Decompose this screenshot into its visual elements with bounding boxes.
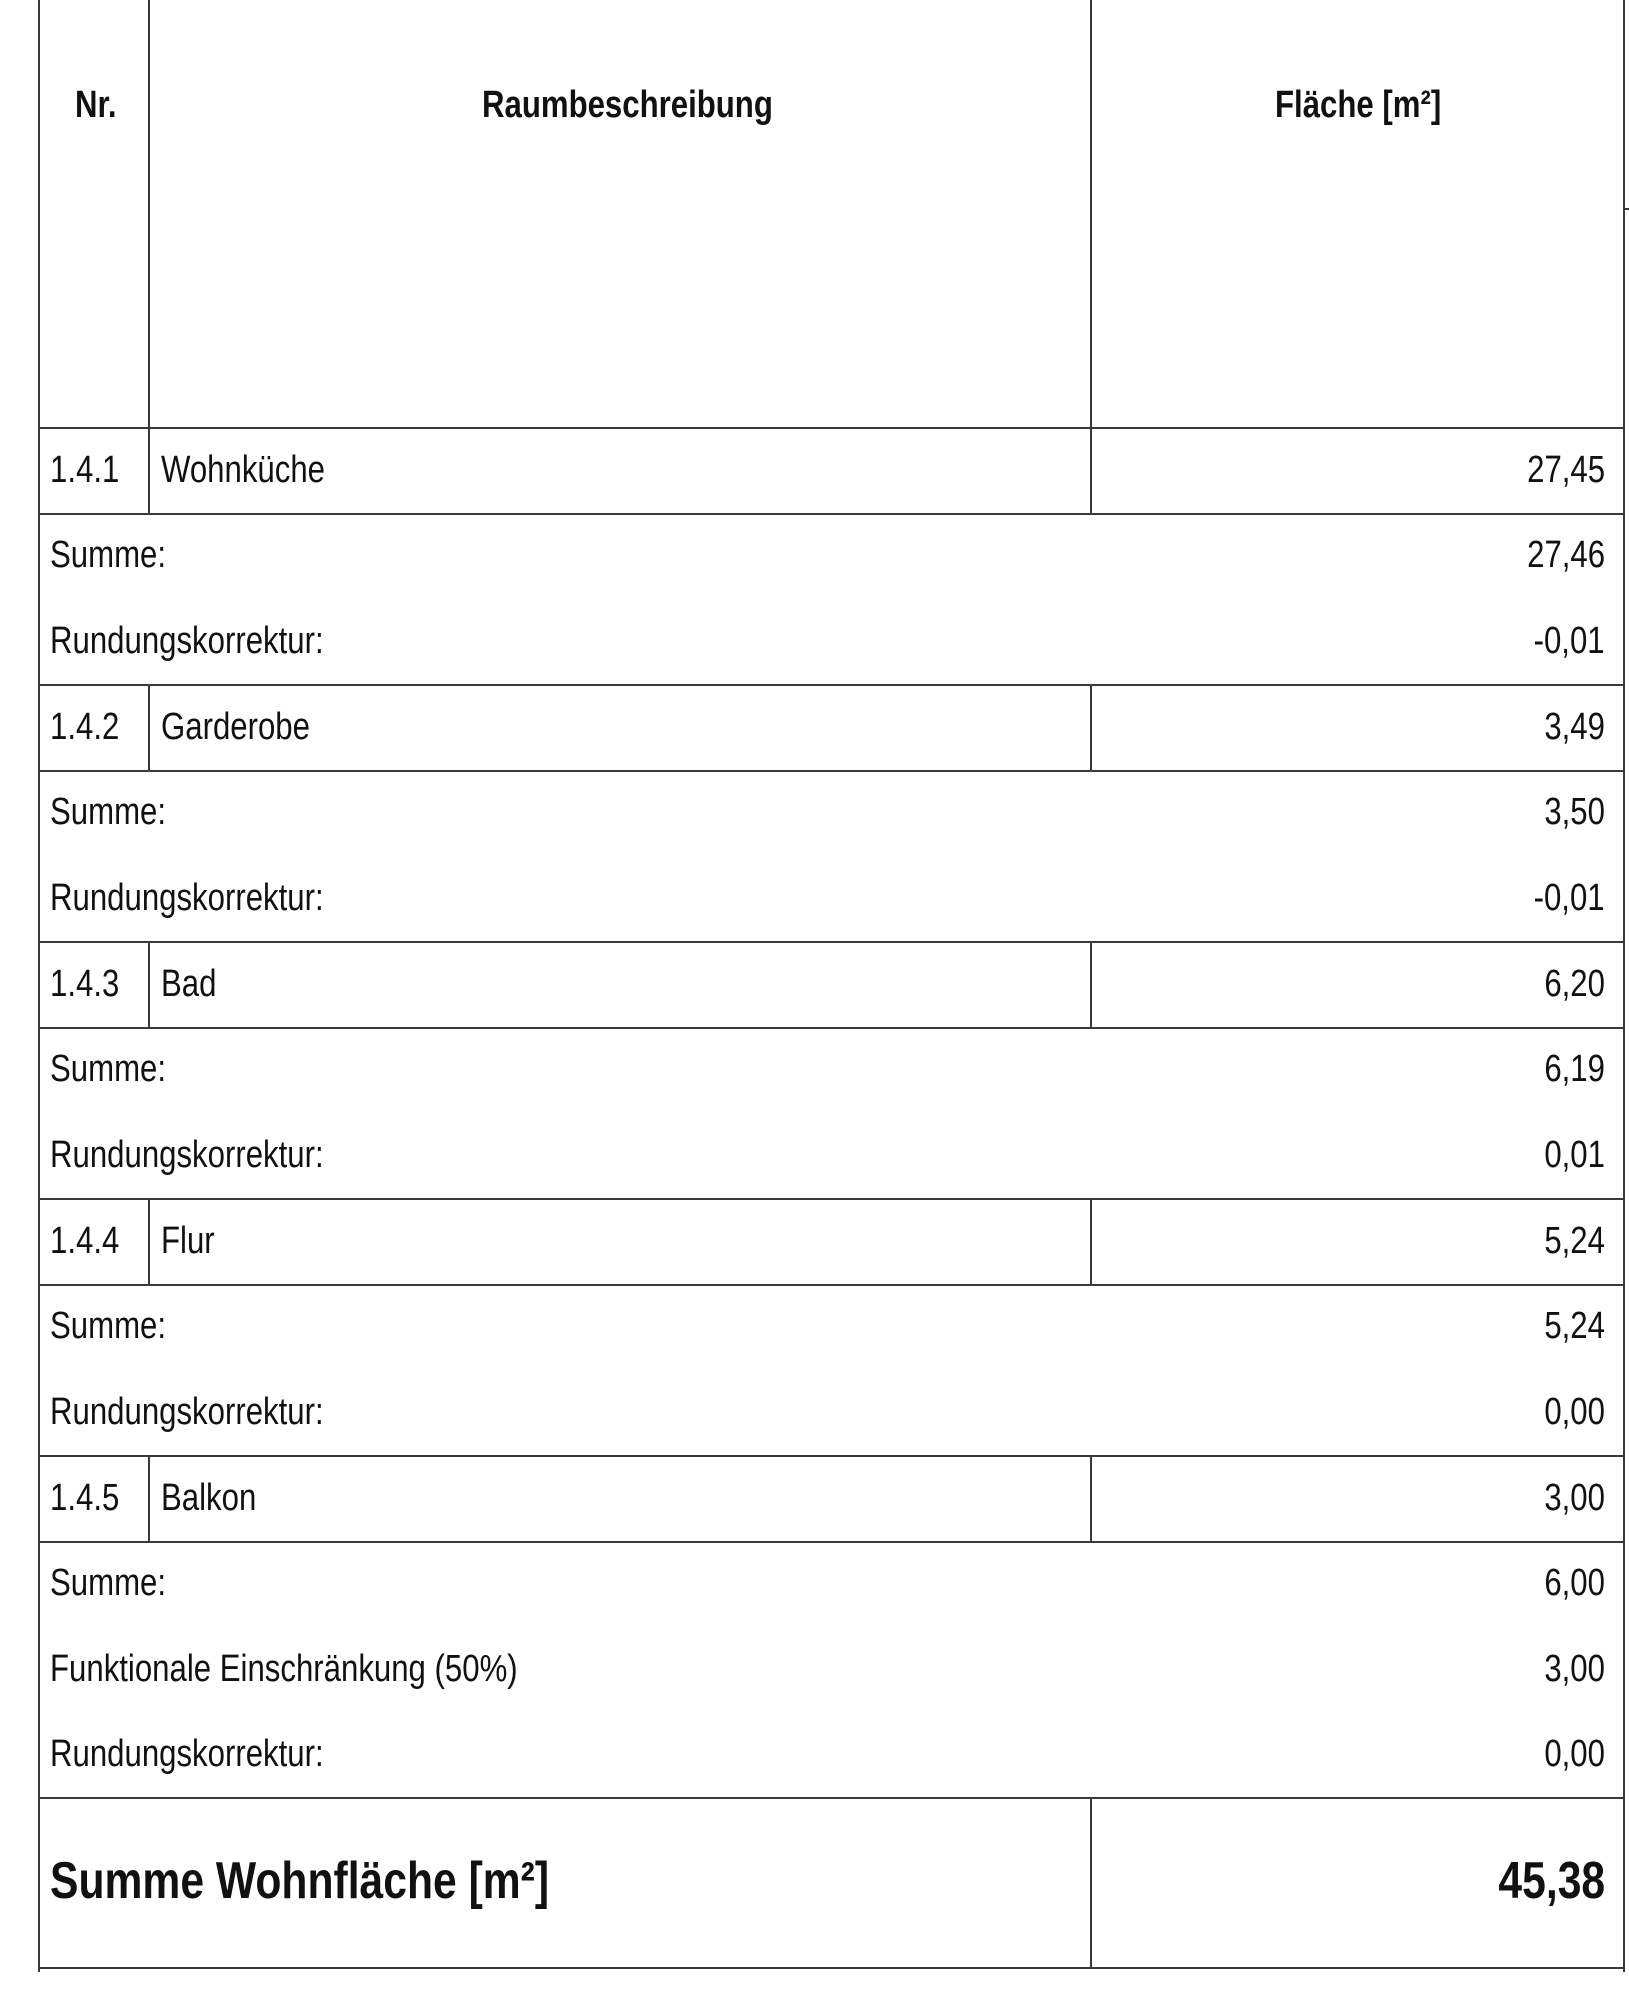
detail-label: Rundungskorrektur:: [50, 1133, 324, 1176]
col-divider-area: [1090, 1198, 1092, 1284]
room-name: Wohnküche: [161, 448, 325, 491]
row-divider: [38, 1284, 1625, 1286]
detail-value: 5,24: [1544, 1305, 1605, 1348]
detail-label: Summe:: [50, 1048, 167, 1091]
room-nr: 1.4.1: [50, 448, 120, 491]
detail-value: 0,00: [1544, 1733, 1605, 1776]
detail-value: 3,50: [1544, 791, 1605, 834]
row-divider: [38, 1198, 1625, 1200]
col-divider-area: [1090, 427, 1092, 513]
col-divider-area: [1090, 941, 1092, 1027]
room-name: Balkon: [161, 1476, 257, 1519]
detail-value: -0,01: [1533, 876, 1605, 919]
room-name: Garderobe: [161, 705, 310, 748]
room-area: 6,20: [1544, 962, 1605, 1005]
detail-label: Rundungskorrektur:: [50, 876, 324, 919]
table-border-right: [1623, 0, 1625, 1972]
col-divider-area: [1090, 684, 1092, 770]
room-nr: 1.4.5: [50, 1476, 120, 1519]
col-divider-area: [1090, 1455, 1092, 1541]
detail-label: Summe:: [50, 1562, 167, 1605]
row-divider: [38, 1797, 1625, 1799]
detail-label: Rundungskorrektur:: [50, 1733, 324, 1776]
detail-value: 6,19: [1544, 1048, 1605, 1091]
room-area: 5,24: [1544, 1219, 1605, 1262]
room-name: Flur: [161, 1219, 215, 1262]
row-divider: [38, 1541, 1625, 1543]
room-nr: 1.4.2: [50, 705, 120, 748]
detail-value: 6,00: [1544, 1562, 1605, 1605]
detail-label: Summe:: [50, 534, 167, 577]
header-description: Raumbeschreibung: [482, 84, 773, 126]
detail-label: Summe:: [50, 1305, 167, 1348]
row-divider: [38, 941, 1625, 943]
detail-value: 0,01: [1544, 1133, 1605, 1176]
room-name: Bad: [161, 962, 217, 1005]
row-divider: [38, 427, 1625, 429]
table-border-right-tick: [1623, 208, 1629, 210]
total-value: 45,38: [1498, 1852, 1605, 1910]
detail-value: 3,00: [1544, 1647, 1605, 1690]
row-divider: [38, 1027, 1625, 1029]
detail-label: Funktionale Einschränkung (50%): [50, 1647, 518, 1690]
row-divider: [38, 513, 1625, 515]
room-area: 27,45: [1527, 448, 1605, 491]
col-divider-nr: [148, 1198, 150, 1284]
row-divider: [38, 1455, 1625, 1457]
table-border-left: [38, 0, 40, 1972]
detail-label: Summe:: [50, 791, 167, 834]
detail-label: Rundungskorrektur:: [50, 1390, 324, 1433]
header-area: Fläche [m²]: [1275, 84, 1442, 126]
room-area: 3,49: [1544, 705, 1605, 748]
col-divider-nr: [148, 684, 150, 770]
col-divider-nr: [148, 0, 150, 428]
row-divider: [38, 1967, 1625, 1969]
col-divider-nr: [148, 941, 150, 1027]
row-divider: [38, 684, 1625, 686]
detail-value: 27,46: [1527, 534, 1605, 577]
room-area: 3,00: [1544, 1476, 1605, 1519]
detail-value: 0,00: [1544, 1390, 1605, 1433]
header-nr: Nr.: [75, 84, 117, 126]
detail-label: Rundungskorrektur:: [50, 619, 324, 662]
col-divider-nr: [148, 1455, 150, 1541]
col-divider-nr: [148, 427, 150, 513]
col-divider-area: [1090, 1797, 1092, 1967]
total-label: Summe Wohnfläche [m²]: [50, 1852, 550, 1910]
room-nr: 1.4.4: [50, 1219, 120, 1262]
row-divider: [38, 770, 1625, 772]
detail-value: -0,01: [1533, 619, 1605, 662]
room-nr: 1.4.3: [50, 962, 120, 1005]
col-divider-area: [1090, 0, 1092, 428]
